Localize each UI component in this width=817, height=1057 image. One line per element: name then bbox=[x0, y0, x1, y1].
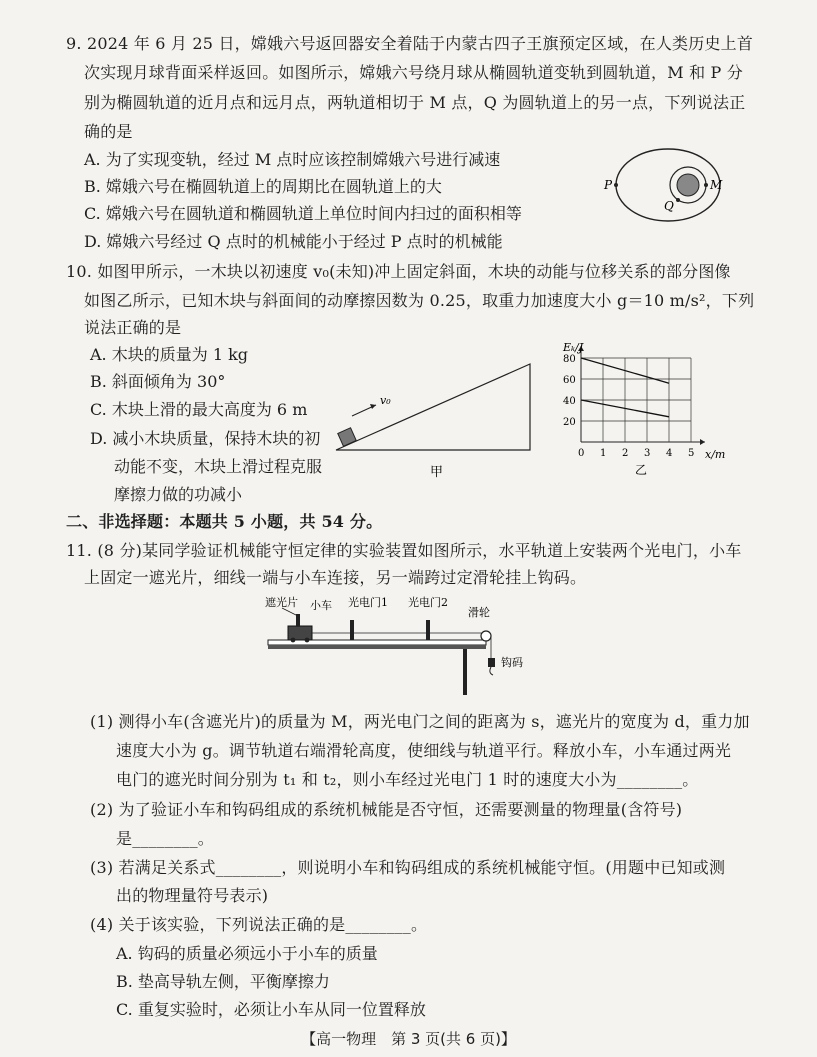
x-tick-label: 4 bbox=[666, 448, 673, 459]
track bbox=[268, 640, 486, 645]
x-tick-label: 2 bbox=[622, 448, 629, 459]
x-tick-label: 5 bbox=[688, 448, 695, 459]
x-tick-label: 1 bbox=[600, 448, 607, 459]
label-gate2: 光电门2 bbox=[408, 596, 448, 609]
q11-part2-line2: 是________。 bbox=[116, 829, 215, 848]
cart-wheel bbox=[291, 638, 296, 643]
q11-line2: 上固定一遮光片，细线一端与小车连接，另一端跨过定滑轮挂上钩码。 bbox=[84, 568, 587, 587]
incline-figure bbox=[330, 358, 545, 488]
photogate-1 bbox=[350, 620, 354, 640]
section-title: 二、非选择题：本题共 5 小题，共 54 分。 bbox=[66, 512, 383, 531]
q10-line1: 10. 如图甲所示，一木块以初速度 v₀(未知)冲上固定斜面，木块的动能与位移关系的部分图像 bbox=[66, 262, 731, 281]
q11-option-a: A. 钩码的质量必须远小于小车的质量 bbox=[116, 944, 378, 963]
label-pulley: 滑轮 bbox=[468, 606, 490, 619]
cart bbox=[288, 626, 312, 640]
q10-option-d-line1: D. 减小木块质量，保持木块的初 bbox=[90, 429, 321, 448]
velocity-arrow-head bbox=[370, 404, 376, 409]
wood-block bbox=[338, 428, 356, 446]
y-tick-label: 80 bbox=[563, 354, 576, 365]
q10-option-c: C. 木块上滑的最大高度为 6 m bbox=[90, 400, 308, 419]
q10-line2: 如图乙所示，已知木块与斜面间的动摩擦因数为 0.25，取重力加速度大小 g＝10 m/s²，下列 bbox=[84, 291, 755, 310]
q11-option-c: C. 重复实验时，必须让小车从同一位置释放 bbox=[116, 1000, 426, 1019]
q10-option-a: A. 木块的质量为 1 kg bbox=[90, 345, 249, 364]
y-tick-label: 40 bbox=[563, 396, 576, 407]
q10-line3: 说法正确的是 bbox=[84, 318, 182, 337]
x-tick-label: 3 bbox=[644, 448, 651, 459]
q11-option-b: B. 垫高导轨左侧，平衡摩擦力 bbox=[116, 972, 330, 991]
point-p-dot bbox=[614, 183, 618, 187]
chart-ticks bbox=[563, 354, 694, 459]
track-base bbox=[268, 645, 486, 649]
label-shade: 遮光片 bbox=[265, 596, 298, 609]
q9-line1: 9. 2024 年 6 月 25 日，嫦娥六号返回器安全着陆于内蒙古四子王旗预定区域，在人类历史上首 bbox=[66, 34, 754, 53]
q11-part3-line2: 出的物理量符号表示) bbox=[116, 886, 269, 905]
q9-orbit-figure bbox=[600, 140, 740, 230]
label-q: Q bbox=[664, 199, 674, 213]
q9-line3: 别为椭圆轨道的近月点和远月点，两轨道相切于 M 点，Q 为圆轨道上的另一点，下列说法正 bbox=[84, 93, 746, 112]
q11-line1: 11. (8 分)某同学验证机械能守恒定律的实验装置如图所示，水平轨道上安装两个光电门，小车 bbox=[66, 541, 742, 560]
label-m: M bbox=[710, 178, 723, 192]
q10-option-d-line2: 动能不变，木块上滑过程克服 bbox=[114, 457, 323, 476]
label-car: 小车 bbox=[310, 599, 332, 612]
q9-option-d: D. 嫦娥六号经过 Q 点时的机械能小于经过 P 点时的机械能 bbox=[84, 232, 503, 251]
q9-option-c: C. 嫦娥六号在圆轨道和椭圆轨道上单位时间内扫过的面积相等 bbox=[84, 204, 522, 223]
caption-yi: 乙 bbox=[635, 463, 648, 477]
q11-part4: (4) 关于该实验，下列说法正确的是________。 bbox=[90, 915, 428, 934]
weight-hook bbox=[490, 667, 493, 675]
x-tick-label: 0 bbox=[578, 448, 585, 459]
incline-triangle bbox=[336, 364, 530, 450]
moon-icon bbox=[677, 174, 699, 196]
label-v0: v₀ bbox=[380, 394, 391, 407]
pulley bbox=[481, 631, 491, 641]
q9-line2: 次实现月球背面采样返回。如图所示，嫦娥六号绕月球从椭圆轨道变轨到圆轨道，M 和 P 分 bbox=[84, 63, 744, 82]
q11-part1-line1: (1) 测得小车(含遮光片)的质量为 M，两光电门之间的距离为 s，遮光片的宽度为 d，重力加 bbox=[90, 712, 750, 731]
q11-part1-line3: 电门的遮光时间分别为 t₁ 和 t₂，则小车经过光电门 1 时的速度大小为________。 bbox=[116, 770, 699, 789]
q9-line4: 确的是 bbox=[84, 122, 133, 141]
label-p: P bbox=[604, 178, 613, 192]
chart-grid bbox=[578, 346, 705, 445]
table-leg bbox=[463, 649, 467, 695]
point-m-dot bbox=[704, 183, 708, 187]
apparatus-figure bbox=[260, 594, 540, 698]
hanging-weight bbox=[488, 658, 495, 667]
q10-option-b: B. 斜面倾角为 30° bbox=[90, 372, 226, 391]
x-axis-arrow bbox=[700, 439, 705, 445]
cart-wheel bbox=[305, 638, 310, 643]
x-axis-label: x/m bbox=[705, 448, 726, 461]
photogate-2 bbox=[426, 620, 430, 640]
q9-option-a: A. 为了实现变轨，经过 M 点时应该控制嫦娥六号进行减速 bbox=[84, 150, 501, 169]
caption-jia: 甲 bbox=[430, 465, 444, 480]
y-tick-label: 20 bbox=[563, 417, 576, 428]
q11-part2-line1: (2) 为了验证小车和钩码组成的系统机械能是否守恒，还需要测量的物理量(含符号) bbox=[90, 800, 683, 819]
q11-part1-line2: 速度大小为 g。调节轨道右端滑轮高度，使细线与轨道平行。释放小车，小车通过两光 bbox=[116, 741, 732, 760]
label-weight: 钩码 bbox=[501, 656, 523, 669]
q11-part3-line1: (3) 若满足关系式________，则说明小车和钩码组成的系统机械能守恒。(用题中已知或测 bbox=[90, 858, 726, 877]
q9-option-b: B. 嫦娥六号在椭圆轨道上的周期比在圆轨道上的大 bbox=[84, 177, 442, 196]
page-footer: 【高一物理 第 3 页(共 6 页)】 bbox=[301, 1030, 516, 1048]
y-tick-label: 60 bbox=[563, 375, 576, 386]
shade-pointer bbox=[282, 608, 298, 616]
q10-option-d-line3: 摩擦力做的功减小 bbox=[114, 485, 243, 504]
label-gate1: 光电门1 bbox=[348, 596, 388, 609]
y-axis-label: Eₖ/J bbox=[563, 341, 584, 354]
ek-x-chart bbox=[555, 338, 735, 478]
point-q-dot bbox=[676, 198, 680, 202]
